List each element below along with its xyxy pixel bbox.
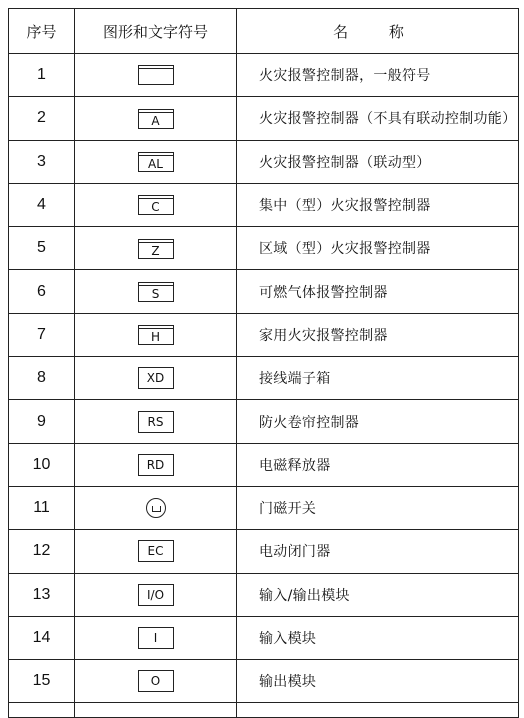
symbol-cell: [75, 400, 237, 443]
header-number: 序号: [9, 9, 75, 54]
row-number: 14: [9, 616, 75, 659]
table-row: [9, 443, 519, 486]
symbol-box-icon: [138, 411, 174, 433]
row-number: 12: [9, 530, 75, 573]
row-number: 15: [9, 660, 75, 703]
symbol-box-icon: [138, 325, 174, 345]
table-row: [9, 270, 519, 313]
table-row: [9, 530, 519, 573]
symbol-text: RS: [147, 414, 164, 429]
symbol-box-icon: [138, 540, 174, 562]
symbol-name: 区域（型）火灾报警控制器: [237, 227, 519, 270]
symbol-cell: [75, 616, 237, 659]
symbol-cell: [75, 530, 237, 573]
symbol-cell: [75, 270, 237, 313]
symbol-cell: [75, 357, 237, 400]
symbol-text: Z: [151, 243, 160, 258]
row-number: 13: [9, 573, 75, 616]
row-number: 1: [9, 54, 75, 97]
symbol-name: 输入/输出模块: [237, 573, 519, 616]
row-number: 11: [9, 486, 75, 529]
symbol-cell: [75, 97, 237, 140]
row-number: 6: [9, 270, 75, 313]
door-magnetic-switch-icon: [146, 498, 166, 518]
symbol-name: 可燃气体报警控制器: [237, 270, 519, 313]
symbol-name: 电磁释放器: [237, 443, 519, 486]
table-row: [9, 400, 519, 443]
symbol-box-icon: [138, 195, 174, 215]
header-name: 名 称: [237, 9, 519, 54]
symbol-name: 门磁开关: [237, 486, 519, 529]
symbol-cell: [75, 660, 237, 703]
symbol-cell: [75, 486, 237, 529]
symbol-name: 火灾报警控制器（联动型）: [237, 140, 519, 183]
row-number: 8: [9, 357, 75, 400]
symbol-cell: [75, 183, 237, 226]
table-row: [9, 660, 519, 703]
symbol-text: O: [150, 674, 161, 689]
row-number: 7: [9, 313, 75, 356]
row-number: 10: [9, 443, 75, 486]
symbol-box-icon: [138, 670, 174, 692]
symbol-text: AL: [148, 156, 163, 171]
symbol-name: 家用火灾报警控制器: [237, 313, 519, 356]
symbol-box-icon: [138, 282, 174, 302]
symbol-name: 火灾报警控制器，一般符号: [237, 54, 519, 97]
row-number: 5: [9, 227, 75, 270]
table-row: [9, 183, 519, 226]
symbol-cell: [75, 140, 237, 183]
row-number: 3: [9, 140, 75, 183]
symbol-box-icon: [138, 152, 174, 172]
symbol-cell: [75, 443, 237, 486]
fire-alarm-symbol-table: [8, 8, 519, 718]
symbol-cell: [75, 54, 237, 97]
symbol-text: RD: [146, 457, 165, 472]
symbol-box-icon: [138, 627, 174, 649]
row-number: 4: [9, 183, 75, 226]
symbol-text: H: [150, 330, 161, 345]
table-row: [9, 313, 519, 356]
symbol-cell: [75, 313, 237, 356]
row-number: 9: [9, 400, 75, 443]
symbol-box-icon: [138, 454, 174, 476]
symbol-box-icon: [138, 584, 174, 606]
symbol-box-icon: [138, 367, 174, 389]
symbol-name: 火灾报警控制器（不具有联动控制功能）: [237, 97, 519, 140]
symbol-box-icon: [138, 65, 174, 85]
symbol-name: 电动闭门器: [237, 530, 519, 573]
symbol-text: I: [153, 631, 158, 645]
symbol-name: 集中（型）火灾报警控制器: [237, 183, 519, 226]
table-row: [9, 357, 519, 400]
symbol-name: 接线端子箱: [237, 357, 519, 400]
symbol-text: C: [151, 200, 160, 215]
symbol-name: 输出模块: [237, 660, 519, 703]
table-header-row: [9, 9, 519, 54]
symbol-text: S: [151, 286, 160, 301]
row-number: 2: [9, 97, 75, 140]
table-row: [9, 97, 519, 140]
symbol-name: 防火卷帘控制器: [237, 400, 519, 443]
symbol-text: XD: [146, 371, 165, 386]
table-row: [9, 573, 519, 616]
symbol-cell: [75, 573, 237, 616]
symbol-text: A: [151, 113, 160, 128]
header-symbol: 图形和文字符号: [75, 9, 237, 54]
table-row: [9, 227, 519, 270]
symbol-box-icon: [138, 239, 174, 259]
symbol-text: I/O: [146, 587, 165, 602]
symbol-text: EC: [147, 544, 164, 559]
symbol-cell: [75, 227, 237, 270]
symbol-name: 输入模块: [237, 616, 519, 659]
table-row: [9, 616, 519, 659]
symbol-box-icon: [138, 109, 174, 129]
table-row: [9, 54, 519, 97]
table-row: [9, 486, 519, 529]
table-row: [9, 140, 519, 183]
